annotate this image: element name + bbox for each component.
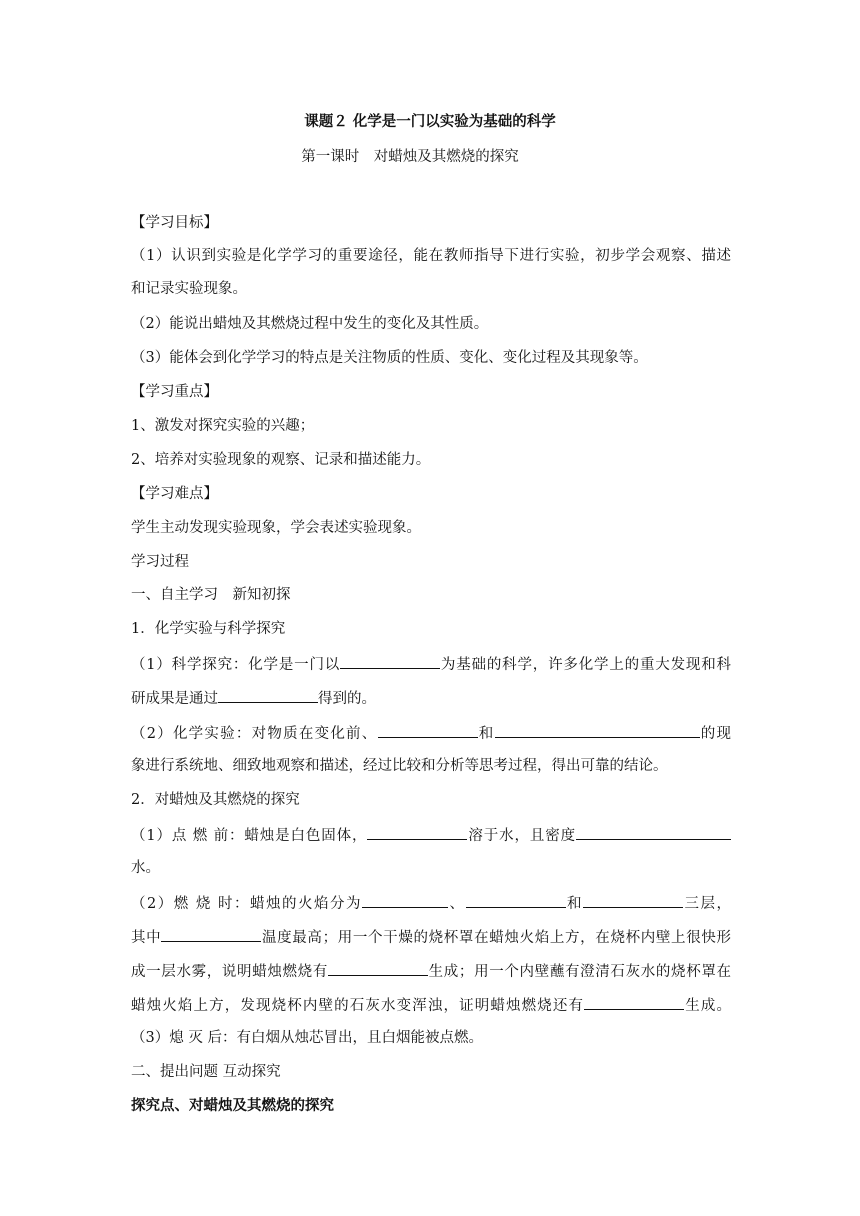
question-1-line-b: 研成果是通过 得到的。 [131,687,731,709]
fill-blank[interactable] [362,892,448,908]
fill-blank[interactable] [583,892,683,908]
key-point-1: 1、激发对探究实验的兴趣； [131,418,315,434]
difficulties-heading: 【学习难点】 [131,486,218,502]
candle-burning-line-d: 蜡烛火焰上方，发现烧杯内壁的石灰水变浑浊，证明蜡烛燃烧还有 生成。 [131,994,731,1016]
section-1-heading: 1．化学实验与科学探究 [131,621,286,637]
candle-burning-line-c: 成一层水雾，说明蜡烛燃烧有 生成；用一个内壁蘸有澄清石灰水的烧杯罩在 [131,960,731,982]
explore-point-heading: 探究点、对蜡烛及其燃烧的探究 [131,1097,334,1114]
difficulty-1: 学生主动发现实验现象，学会表述实验现象。 [131,520,421,536]
key-point-2: 2、培养对实验现象的观察、记录和描述能力。 [131,452,431,468]
fill-blank[interactable] [466,892,566,908]
candle-burning-line-a: （2）燃 烧 时：蜡烛的火焰分为 、 和 三层， [131,892,731,914]
objective-1-line-b: 和记录实验现象。 [131,281,247,297]
question-1-line-a: （1）科学探究：化学是一门以 为基础的科学，许多化学上的重大发现和科 [131,653,731,675]
fill-blank[interactable] [218,687,318,703]
key-points-heading: 【学习重点】 [131,384,218,400]
part-1-heading: 一、自主学习 新知初探 [131,587,291,603]
fill-blank[interactable] [576,824,731,840]
objective-1-line-a: （1）认识到实验是化学学习的重要途径，能在教师指导下进行实验，初步学会观察、描述 [131,248,731,264]
candle-burning-line-b: 其中 温度最高；用一个干燥的烧杯罩在蜡烛火焰上方，在烧杯内壁上很快形 [131,926,731,948]
objectives-heading: 【学习目标】 [131,215,218,231]
question-2-line-a: （2）化学实验：对物质在变化前、 和 的现 [131,722,731,744]
candle-before-line-a: （1）点 燃 前：蜡烛是白色固体， 溶于水，且密度 [131,824,731,846]
part-2-heading: 二、提出问题 互动探究 [131,1064,281,1080]
fill-blank[interactable] [367,824,467,840]
page-title: 课题２ 化学是一门以实验为基础的科学 [304,113,556,130]
page-subtitle: 第一课时 对蜡烛及其燃烧的探究 [301,149,519,165]
fill-blank[interactable] [340,653,440,669]
objective-3: （3）能体会到化学学习的特点是关注物质的性质、变化、变化过程及其现象等。 [131,350,648,366]
candle-before-line-b: 水。 [131,860,160,876]
fill-blank[interactable] [161,926,261,942]
fill-blank[interactable] [495,722,700,738]
section-2-heading: 2．对蜡烛及其燃烧的探究 [131,792,300,808]
fill-blank[interactable] [584,994,684,1010]
candle-after: （3）熄 灭 后：有白烟从烛芯冒出，且白烟能被点燃。 [131,1030,483,1046]
fill-blank[interactable] [328,960,428,976]
process-heading: 学习过程 [131,554,189,570]
fill-blank[interactable] [378,722,478,738]
objective-2: （2）能说出蜡烛及其燃烧过程中发生的变化及其性质。 [131,316,489,332]
question-2-line-b: 象进行系统地、细致地观察和描述，经过比较和分析等思考过程，得出可靠的结论。 [131,758,668,774]
